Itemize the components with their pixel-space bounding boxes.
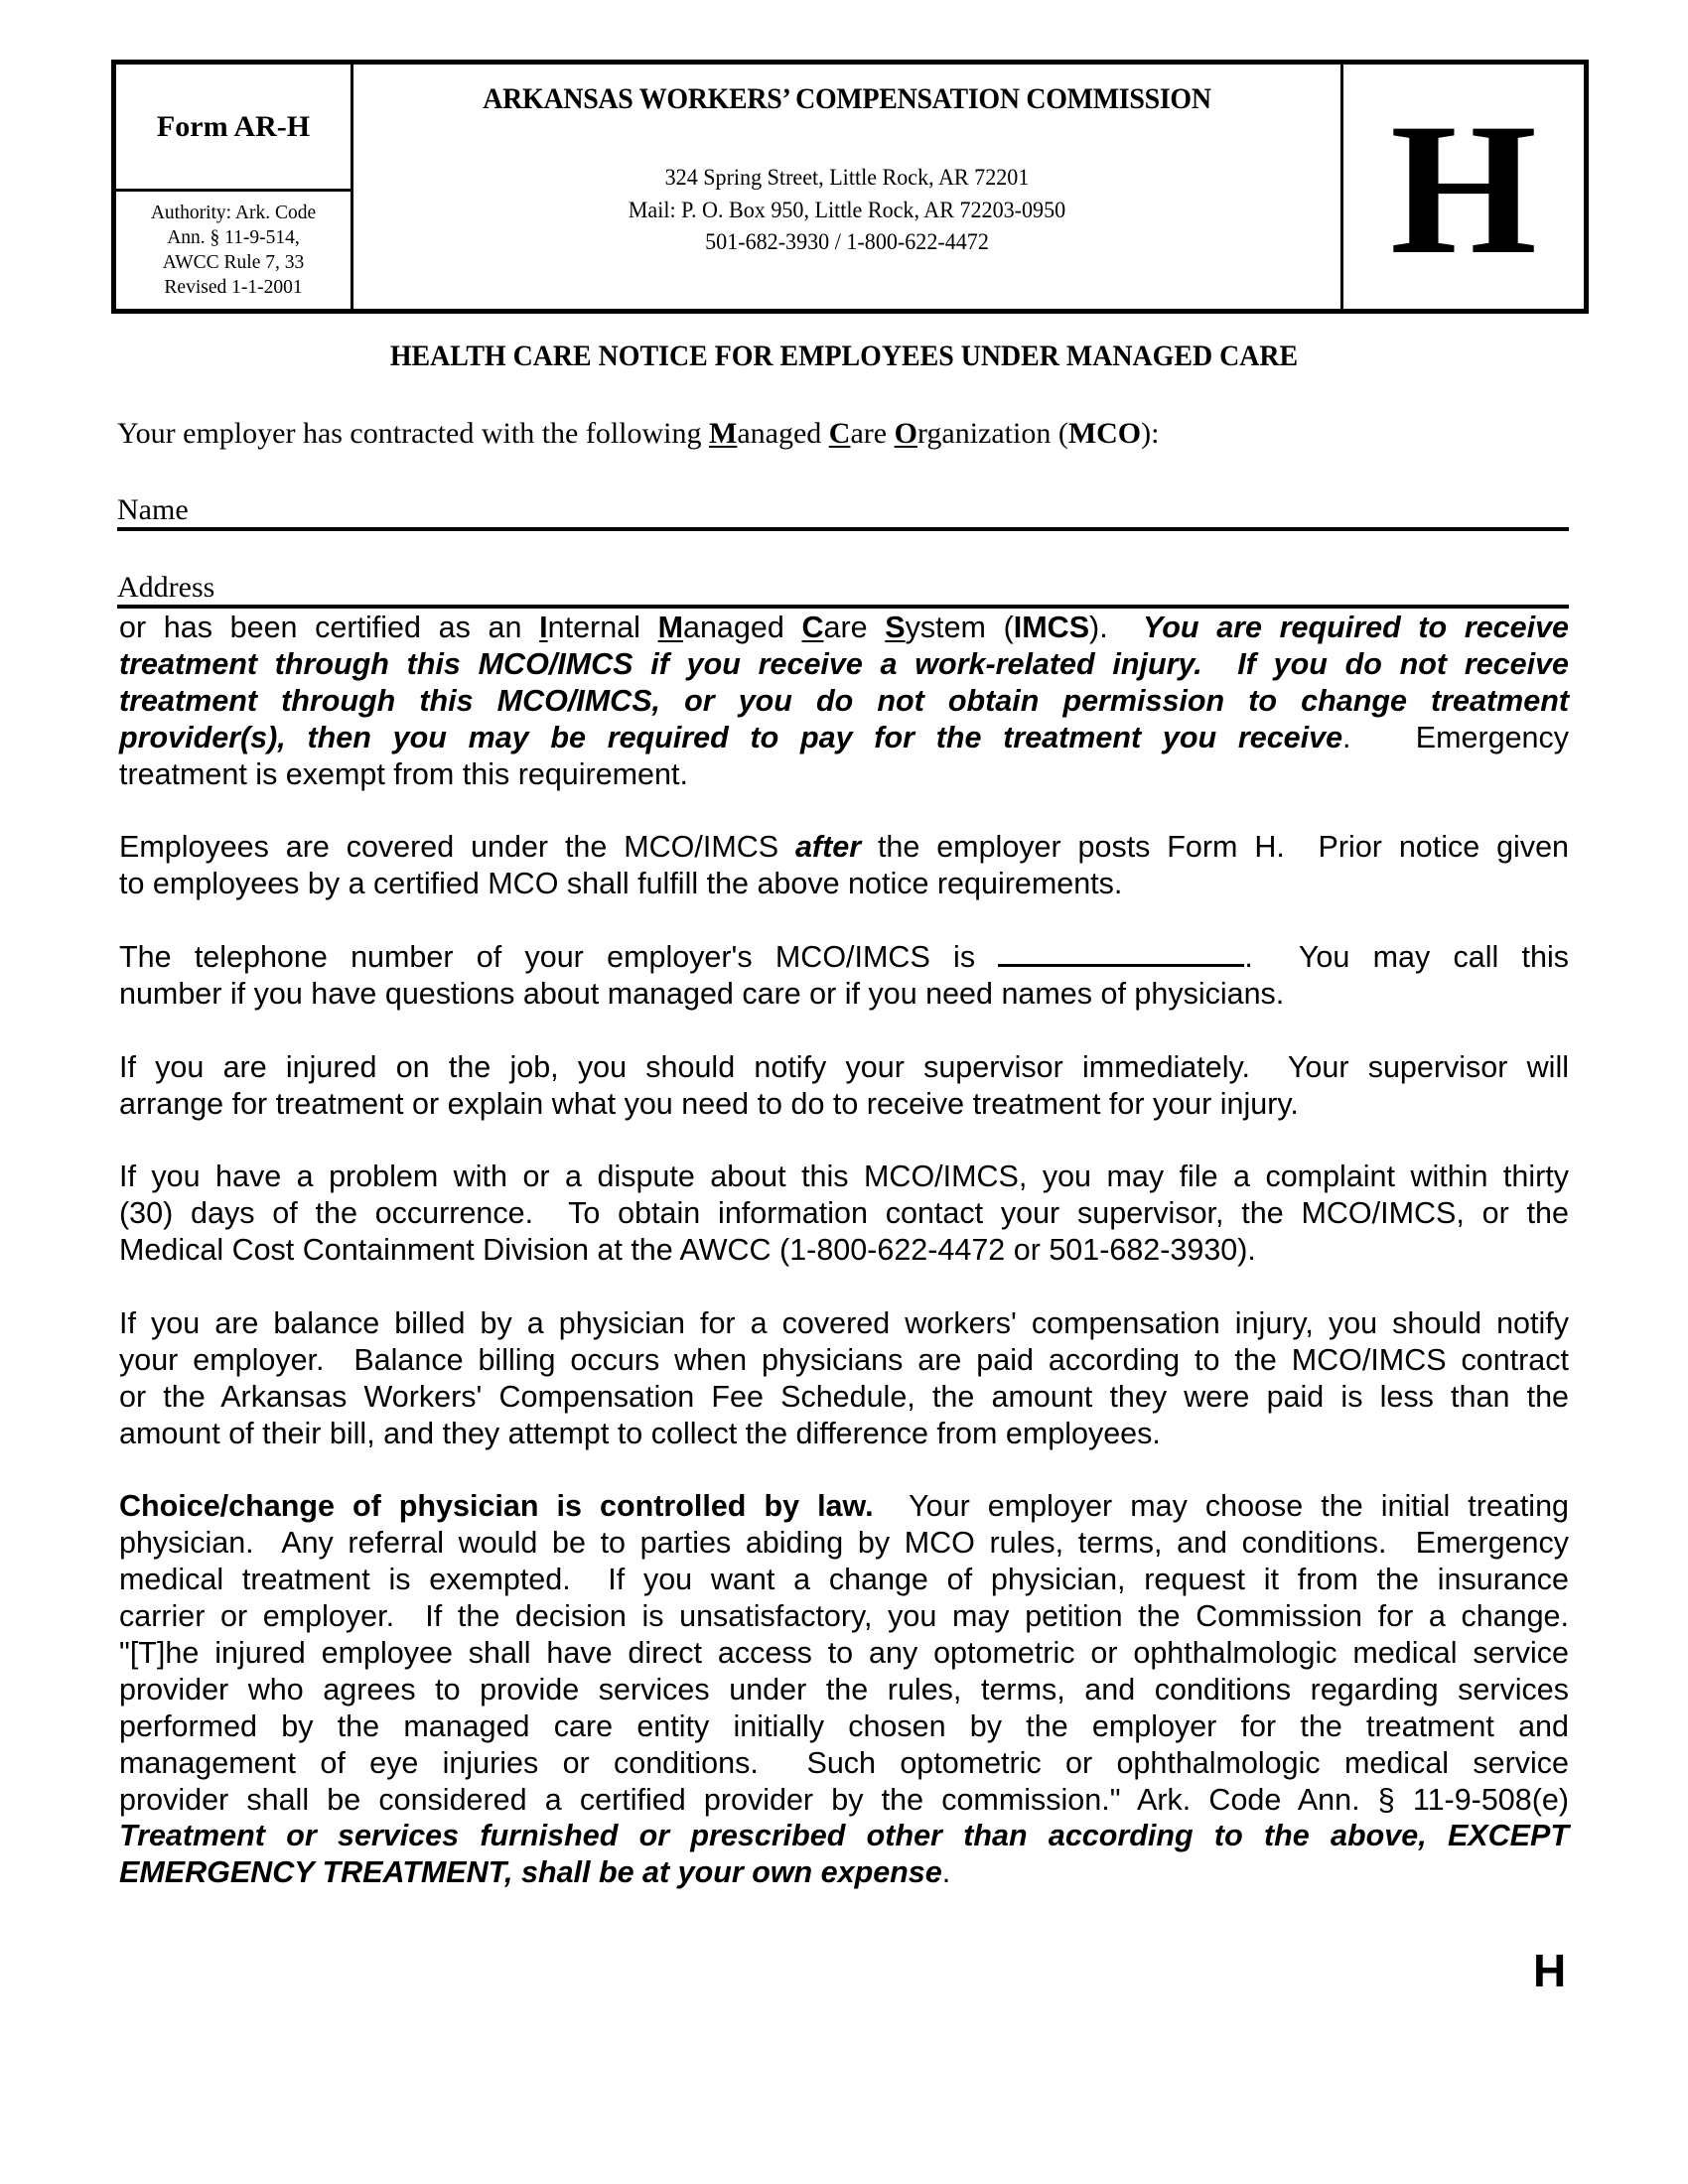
text-segment: .: [941, 1855, 951, 1890]
mco-phone-blank[interactable]: [998, 940, 1244, 967]
intro-text: anaged: [737, 417, 829, 450]
text-segment: number if you have questions about managed care or if you need names of physicians.: [119, 976, 1285, 1011]
text-line: [119, 829, 1569, 866]
text-segment: "[T]he injured employee shall have direct access to any optometric or ophthalmologic medical service: [119, 1635, 1569, 1670]
emphasis-text: after: [794, 830, 862, 865]
text-line: [119, 1232, 1569, 1269]
street-address: 324 Spring Street, Little Rock, AR 72201: [664, 165, 1030, 190]
intro-text: rganization (: [916, 417, 1068, 450]
paragraph: [119, 1049, 1569, 1123]
paragraph: [119, 1305, 1569, 1452]
authority-line: AWCC Rule 7, 33: [162, 252, 305, 273]
emphasis-text: treatment through this MCO/IMCS if you receive a work-related injury. If you do not receive: [119, 646, 1569, 681]
paragraph: [119, 939, 1569, 1013]
text-segment: management of eye injuries or conditions. Such optometric or ophthalmologic medical service: [119, 1745, 1569, 1780]
revision-date: Revised 1-1-2001: [164, 277, 303, 298]
acronym-letter: S: [885, 611, 906, 644]
acronym-letter: M: [709, 417, 738, 450]
acronym-letter: M: [657, 611, 683, 644]
text-line: [119, 1379, 1569, 1416]
notice-title: HEALTH CARE NOTICE FOR EMPLOYEES UNDER MANAGED CARE: [389, 340, 1299, 372]
text-segment: If you have a problem with or a dispute about this MCO/IMCS, you may file a complaint within thirty: [119, 1160, 1569, 1194]
acronym-letter: I: [539, 611, 548, 644]
text-segment: Your employer may choose the initial treating: [873, 1489, 1569, 1524]
agency-block: [353, 65, 1340, 309]
text-segment: performed by the managed care entity initially chosen by the employer for the treatment and: [119, 1708, 1569, 1743]
intro-text: are: [850, 417, 895, 450]
paragraph: [119, 829, 1569, 902]
text-line: [119, 1672, 1569, 1708]
text-segment: provider who agrees to provide services under the rules, terms, and conditions regarding services: [119, 1672, 1569, 1706]
text-segment: treatment is exempt from this requirement.: [119, 756, 688, 791]
text-line: [119, 1416, 1569, 1452]
acronym-letter: C: [801, 611, 824, 644]
form-id: Form AR-H: [116, 65, 351, 192]
text-segment: medical treatment is exempted. If you want a change of physician, request it from the insurance: [119, 1563, 1569, 1597]
authority-citation: [116, 192, 351, 309]
mco-address-field[interactable]: [117, 571, 1569, 609]
text-segment: Employees are covered under the MCO/IMCS: [119, 830, 795, 865]
phone-numbers: 501-682-3930 / 1-800-622-4472: [705, 229, 989, 254]
text-line: [119, 1854, 1569, 1891]
text-line: [119, 1782, 1569, 1819]
mco-abbreviation: MCO: [1067, 417, 1142, 450]
text-line: [119, 1342, 1569, 1379]
text-segment: ystem (: [905, 611, 1014, 644]
name-label: Name: [117, 493, 189, 526]
paragraph: [119, 1488, 1569, 1891]
text-line: [119, 1195, 1569, 1232]
emphasis-text: treatment through this MCO/IMCS, or you do not obtain permission to change treatment: [119, 683, 1569, 718]
text-line: [119, 939, 1569, 976]
text-line: [119, 683, 1569, 720]
acronym-letter: C: [828, 417, 851, 450]
text-segment: physician. Any referral would be to parties abiding by MCO rules, terms, and conditions. Emergency: [119, 1526, 1569, 1561]
text-segment: If you are balance billed by a physician for a covered workers' compensation injury, you should notify: [119, 1305, 1569, 1340]
form-letter: H: [1390, 85, 1537, 294]
text-line: [119, 756, 1569, 793]
agency-address: [373, 162, 1321, 259]
text-line: [119, 1305, 1569, 1342]
intro-text: ):: [1141, 417, 1160, 450]
text-line: [119, 1525, 1569, 1562]
text-line: [119, 1818, 1569, 1854]
footer-form-letter: H: [1533, 1945, 1567, 1996]
text-segment: arrange for treatment or explain what you need to do to receive treatment for your injury.: [119, 1086, 1299, 1121]
text-segment: anaged: [683, 611, 802, 644]
text-line: [119, 1049, 1569, 1086]
emphasis-text: EMERGENCY TREATMENT, shall be at your own expense: [119, 1855, 942, 1890]
text-line: [119, 1562, 1569, 1598]
text-line: [119, 1745, 1569, 1782]
intro-sentence: [117, 417, 1159, 451]
text-line: [119, 976, 1569, 1013]
text-line: [119, 1488, 1569, 1525]
text-segment: . Emergency: [1342, 720, 1569, 754]
text-line: [119, 1635, 1569, 1672]
emphasis-text: Choice/change of physician is controlled by law.: [119, 1489, 874, 1524]
text-line: [119, 720, 1569, 756]
authority-line: Ann. § 11-9-514,: [167, 227, 300, 248]
text-segment: amount of their bill, and they attempt to collect the difference from employees.: [119, 1416, 1161, 1450]
text-segment: nternal: [547, 611, 658, 644]
authority-line: Authority: Ark. Code: [150, 203, 317, 223]
emphasis-text: You are required to receive: [1143, 611, 1570, 644]
text-segment: are: [823, 611, 886, 644]
text-segment: provider shall be considered a certified provider by the commission." Ark. Code Ann. § 11-9-508(e): [119, 1782, 1569, 1817]
text-segment: . You may call this: [1244, 940, 1569, 975]
agency-name: ARKANSAS WORKERS’ COMPENSATION COMMISSION: [483, 82, 1211, 115]
text-segment: (30) days of the occurrence. To obtain information contact your supervisor, the MCO/IMCS, or the: [119, 1196, 1569, 1231]
text-line: [119, 1086, 1569, 1123]
notice-body: [119, 610, 1569, 1928]
address-label: Address: [117, 571, 215, 604]
text-segment: the employer posts Form H. Prior notice given: [861, 830, 1569, 865]
text-segment: If you are injured on the job, you should notify your supervisor immediately. Your supervisor will: [119, 1049, 1569, 1084]
mailing-address: Mail: P. O. Box 950, Little Rock, AR 72203-0950: [628, 197, 1066, 222]
text-line: [119, 646, 1569, 683]
form-info-column: [116, 65, 353, 309]
paragraph: [119, 1159, 1569, 1269]
text-segment: or the Arkansas Workers' Compensation Fee Schedule, the amount they were paid is less than the: [119, 1379, 1569, 1414]
text-segment: to employees by a certified MCO shall fulfill the above notice requirements.: [119, 867, 1123, 901]
text-line: [119, 1159, 1569, 1195]
text-line: [119, 1598, 1569, 1635]
text-line: [119, 1708, 1569, 1745]
text-segment: your employer. Balance billing occurs when physicians are paid according to the MCO/IMCS contract: [119, 1342, 1569, 1377]
text-segment: carrier or employer. If the decision is unsatisfactory, you may petition the Commission for a change.: [119, 1599, 1569, 1634]
mco-name-field[interactable]: [117, 493, 1569, 531]
emphasis-text: IMCS: [1013, 611, 1090, 644]
emphasis-text: provider(s), then you may be required to pay for the treatment you receive: [119, 720, 1343, 754]
acronym-letter: O: [894, 417, 917, 450]
text-segment: or has been certified as an: [119, 611, 540, 644]
form-header: [111, 60, 1589, 314]
text-line: [119, 610, 1569, 646]
text-segment: Medical Cost Containment Division at the AWCC (1-800-622-4472 or 501-682-3930).: [119, 1233, 1256, 1268]
text-segment: The telephone number of your employer's MCO/IMCS is: [119, 940, 999, 975]
text-line: [119, 866, 1569, 902]
emphasis-text: Treatment or services furnished or prescribed other than according to the above, EXCEPT: [119, 1819, 1569, 1853]
text-segment: ).: [1089, 611, 1144, 644]
intro-text: Your employer has contracted with the following: [117, 417, 710, 450]
paragraph: [119, 610, 1569, 792]
